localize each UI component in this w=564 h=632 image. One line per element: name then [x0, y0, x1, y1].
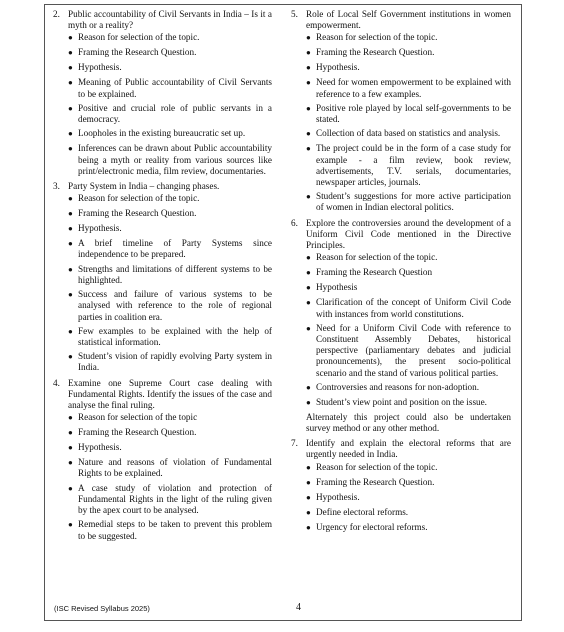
project-heading — [291, 438, 511, 460]
bullet-icon: ● — [68, 264, 73, 274]
bullet-text: Need for a Uniform Civil Code with reference to Constituent Assembly Debates, historical perspective (parliamentary debates and judicial pronouncements), the present socio-political scenario and the stand of various political parties. — [316, 322, 511, 378]
bullet-text: Reason for selection of the topic. — [78, 193, 200, 204]
item-number: 2. — [53, 9, 60, 19]
bullet-item — [306, 62, 511, 74]
bullet-icon: ● — [306, 103, 311, 113]
bullet-text: Hypothesis — [316, 282, 358, 293]
bullet-icon: ● — [68, 63, 73, 73]
bullet-icon: ● — [68, 326, 73, 336]
bullet-icon: ● — [306, 253, 311, 263]
syllabus-footer: (ISC Revised Syllabus 2025) — [54, 604, 150, 613]
bullet-text: Framing the Research Question. — [78, 208, 197, 219]
bullet-item — [68, 457, 272, 479]
bullet-icon: ● — [68, 144, 73, 154]
bullet-icon: ● — [306, 78, 311, 88]
bullet-icon: ● — [68, 413, 73, 423]
bullet-icon: ● — [68, 103, 73, 113]
bullet-icon: ● — [306, 477, 311, 487]
bullet-item — [306, 397, 511, 409]
bullet-item — [68, 483, 272, 517]
project-item — [291, 218, 511, 435]
bullet-text: Reason for selection of the topic. — [316, 32, 438, 43]
bullet-text: Student’s suggestions for more active participation of women in Indian electoral politics. — [316, 191, 511, 213]
bullet-icon: ● — [306, 268, 311, 278]
bullet-icon: ● — [68, 483, 73, 493]
bullet-text: A case study of violation and protection of Fundamental Rights in the light of the ruling given by the apex court to be analysed. — [78, 482, 272, 516]
bullet-text: Student’s view point and position on the issue. — [316, 396, 487, 407]
project-item — [53, 378, 272, 542]
item-number: 7. — [291, 438, 298, 449]
bullet-item — [306, 128, 511, 140]
bullet-item — [306, 297, 511, 319]
bullet-list — [291, 462, 511, 534]
bullet-text: Need for women empowerment to be explained with reference to a few examples. — [316, 77, 511, 99]
bullet-icon: ● — [68, 352, 73, 362]
bullet-icon: ● — [306, 129, 311, 139]
bullet-item — [306, 522, 511, 534]
item-number: 6. — [291, 217, 298, 228]
bullet-item — [68, 62, 272, 74]
bullet-text: Few examples to be explained with the help of statistical information. — [78, 325, 272, 347]
item-title: Role of Local Self Government institutions in women empowerment. — [306, 9, 511, 31]
bullet-icon: ● — [68, 194, 73, 204]
page-number: 4 — [296, 602, 301, 613]
bullet-item — [306, 252, 511, 264]
left-column — [53, 9, 272, 546]
bullet-item — [306, 323, 511, 379]
bullet-icon: ● — [306, 462, 311, 472]
bullet-icon: ● — [68, 239, 73, 249]
bullet-item — [306, 32, 511, 44]
project-heading — [291, 9, 511, 31]
bullet-text: Framing the Research Question. — [316, 476, 435, 487]
project-heading — [53, 9, 272, 31]
bullet-text: Reason for selection of the topic — [78, 412, 198, 423]
bullet-item — [68, 193, 272, 205]
bullet-icon: ● — [68, 443, 73, 453]
bullet-text: Loopholes in the existing bureaucratic set up. — [78, 128, 246, 139]
bullet-icon: ● — [306, 144, 311, 154]
project-heading — [53, 378, 272, 412]
item-number: 4. — [53, 377, 60, 388]
bullet-text: Framing the Research Question. — [316, 47, 435, 58]
bullet-text: Reason for selection of the topic. — [78, 32, 200, 43]
bullet-item — [306, 492, 511, 504]
bullet-item — [68, 47, 272, 59]
bullet-item — [68, 289, 272, 323]
bullet-item — [306, 267, 511, 279]
bullet-item — [68, 238, 272, 260]
bullet-icon: ● — [306, 397, 311, 407]
bullet-icon: ● — [306, 283, 311, 293]
bullet-text: Hypothesis. — [316, 62, 360, 73]
bullet-item — [306, 191, 511, 213]
item-title: Examine one Supreme Court case dealing with Fundamental Rights. Identify the issues of the case and analyse the final ruling. — [68, 377, 272, 411]
bullet-icon: ● — [68, 428, 73, 438]
bullet-icon: ● — [306, 492, 311, 502]
item-title: Explore the controversies around the development of a Uniform Civil Code mentioned in the Directive Principles. — [306, 217, 511, 251]
bullet-text: Inferences can be drawn about Public accountability being a myth or reality from various sources like print/electronic media, film review, documentaries. — [78, 143, 272, 176]
bullet-icon: ● — [306, 63, 311, 73]
bullet-text: Student’s vision of rapidly evolving Party system in India. — [78, 351, 272, 373]
bullet-icon: ● — [306, 192, 311, 202]
bullet-item — [68, 128, 272, 140]
bullet-icon: ● — [68, 209, 73, 219]
bullet-item — [68, 32, 272, 44]
bullet-icon: ● — [68, 78, 73, 88]
bullet-text: Success and failure of various systems to be analysed with reference to the role of regional parties in coalition era. — [78, 289, 272, 322]
item-number: 3. — [53, 180, 60, 191]
bullet-item — [68, 519, 272, 541]
bullet-icon: ● — [68, 48, 73, 58]
bullet-item — [306, 282, 511, 294]
bullet-item — [68, 223, 272, 235]
bullet-item — [306, 462, 511, 474]
bullet-icon: ● — [68, 129, 73, 139]
bullet-list — [53, 193, 272, 373]
bullet-icon: ● — [306, 522, 311, 532]
bullet-item — [68, 77, 272, 99]
bullet-icon: ● — [306, 507, 311, 517]
bullet-item — [306, 382, 511, 394]
bullet-icon: ● — [306, 33, 311, 43]
bullet-item — [68, 103, 272, 125]
project-item — [291, 438, 511, 533]
bullet-text: Clarification of the concept of Uniform Civil Code with instances from world constitutions. — [316, 297, 511, 319]
bullet-text: Hypothesis. — [316, 491, 360, 502]
bullet-item — [306, 47, 511, 59]
bullet-text: Hypothesis. — [78, 442, 122, 453]
bullet-text: Hypothesis. — [78, 62, 122, 73]
bullet-item — [68, 264, 272, 286]
bullet-text: Framing the Research Question. — [78, 47, 197, 58]
bullet-text: Meaning of Public accountability of Civil Servants to be explained. — [78, 77, 272, 99]
bullet-icon: ● — [306, 323, 311, 333]
bullet-item — [68, 412, 272, 424]
bullet-text: Reason for selection of the topic. — [316, 252, 438, 263]
bullet-text: Urgency for electoral reforms. — [316, 521, 428, 532]
bullet-text: Reason for selection of the topic. — [316, 461, 438, 472]
item-title: Identify and explain the electoral reforms that are urgently needed in India. — [306, 438, 511, 460]
bullet-text: A brief timeline of Party Systems since independence to be prepared. — [78, 238, 272, 260]
project-item — [291, 9, 511, 214]
bullet-text: Remedial steps to be taken to prevent this problem to be suggested. — [78, 519, 272, 541]
alternate-note: Alternately this project could also be undertaken survey method or any other method. — [306, 411, 511, 434]
bullet-text: Nature and reasons of violation of Fundamental Rights to be explained. — [78, 457, 272, 479]
bullet-text: Framing the Research Question — [316, 267, 433, 278]
bullet-icon: ● — [68, 224, 73, 234]
bullet-item — [306, 477, 511, 489]
bullet-item — [68, 351, 272, 373]
bullet-item — [306, 77, 511, 99]
bullet-icon: ● — [68, 33, 73, 43]
bullet-text: Framing the Research Question. — [78, 427, 197, 438]
right-column — [291, 9, 511, 538]
bullet-text: The project could be in the form of a case study for example - a film review, book review, advertisements, T.V. serials, documentaries, newspaper articles, journals. — [316, 143, 511, 187]
bullet-list — [291, 32, 511, 213]
bullet-item — [306, 103, 511, 125]
item-number: 5. — [291, 9, 298, 19]
bullet-text: Positive and crucial role of public servants in a democracy. — [78, 102, 272, 125]
project-heading — [291, 218, 511, 252]
bullet-item — [68, 442, 272, 454]
project-heading — [53, 181, 272, 192]
project-item — [53, 181, 272, 374]
bullet-item — [306, 143, 511, 188]
bullet-text: Define electoral reforms. — [316, 506, 409, 517]
item-title: Public accountability of Civil Servants in India – Is it a myth or a reality? — [68, 9, 272, 31]
bullet-icon: ● — [68, 290, 73, 300]
bullet-list — [53, 412, 272, 542]
bullet-text: Strengths and limitations of different systems to be highlighted. — [78, 263, 272, 285]
bullet-text: Positive role played by local self-governments to be stated. — [316, 102, 511, 125]
bullet-icon: ● — [306, 298, 311, 308]
bullet-item — [68, 208, 272, 220]
bullet-icon: ● — [306, 382, 311, 392]
bullet-item — [306, 507, 511, 519]
bullet-list — [291, 252, 511, 409]
bullet-icon: ● — [306, 48, 311, 58]
bullet-item — [68, 427, 272, 439]
item-title: Party System in India – changing phases. — [68, 180, 220, 191]
bullet-icon: ● — [68, 520, 73, 530]
bullet-icon: ● — [68, 458, 73, 468]
bullet-list — [53, 32, 272, 177]
project-item — [53, 9, 272, 177]
bullet-text: Controversies and reasons for non-adoption. — [316, 381, 480, 392]
bullet-text: Hypothesis. — [78, 223, 122, 234]
bullet-text: Collection of data based on statistics and analysis. — [316, 128, 501, 139]
bullet-item — [68, 143, 272, 177]
bullet-item — [68, 326, 272, 348]
